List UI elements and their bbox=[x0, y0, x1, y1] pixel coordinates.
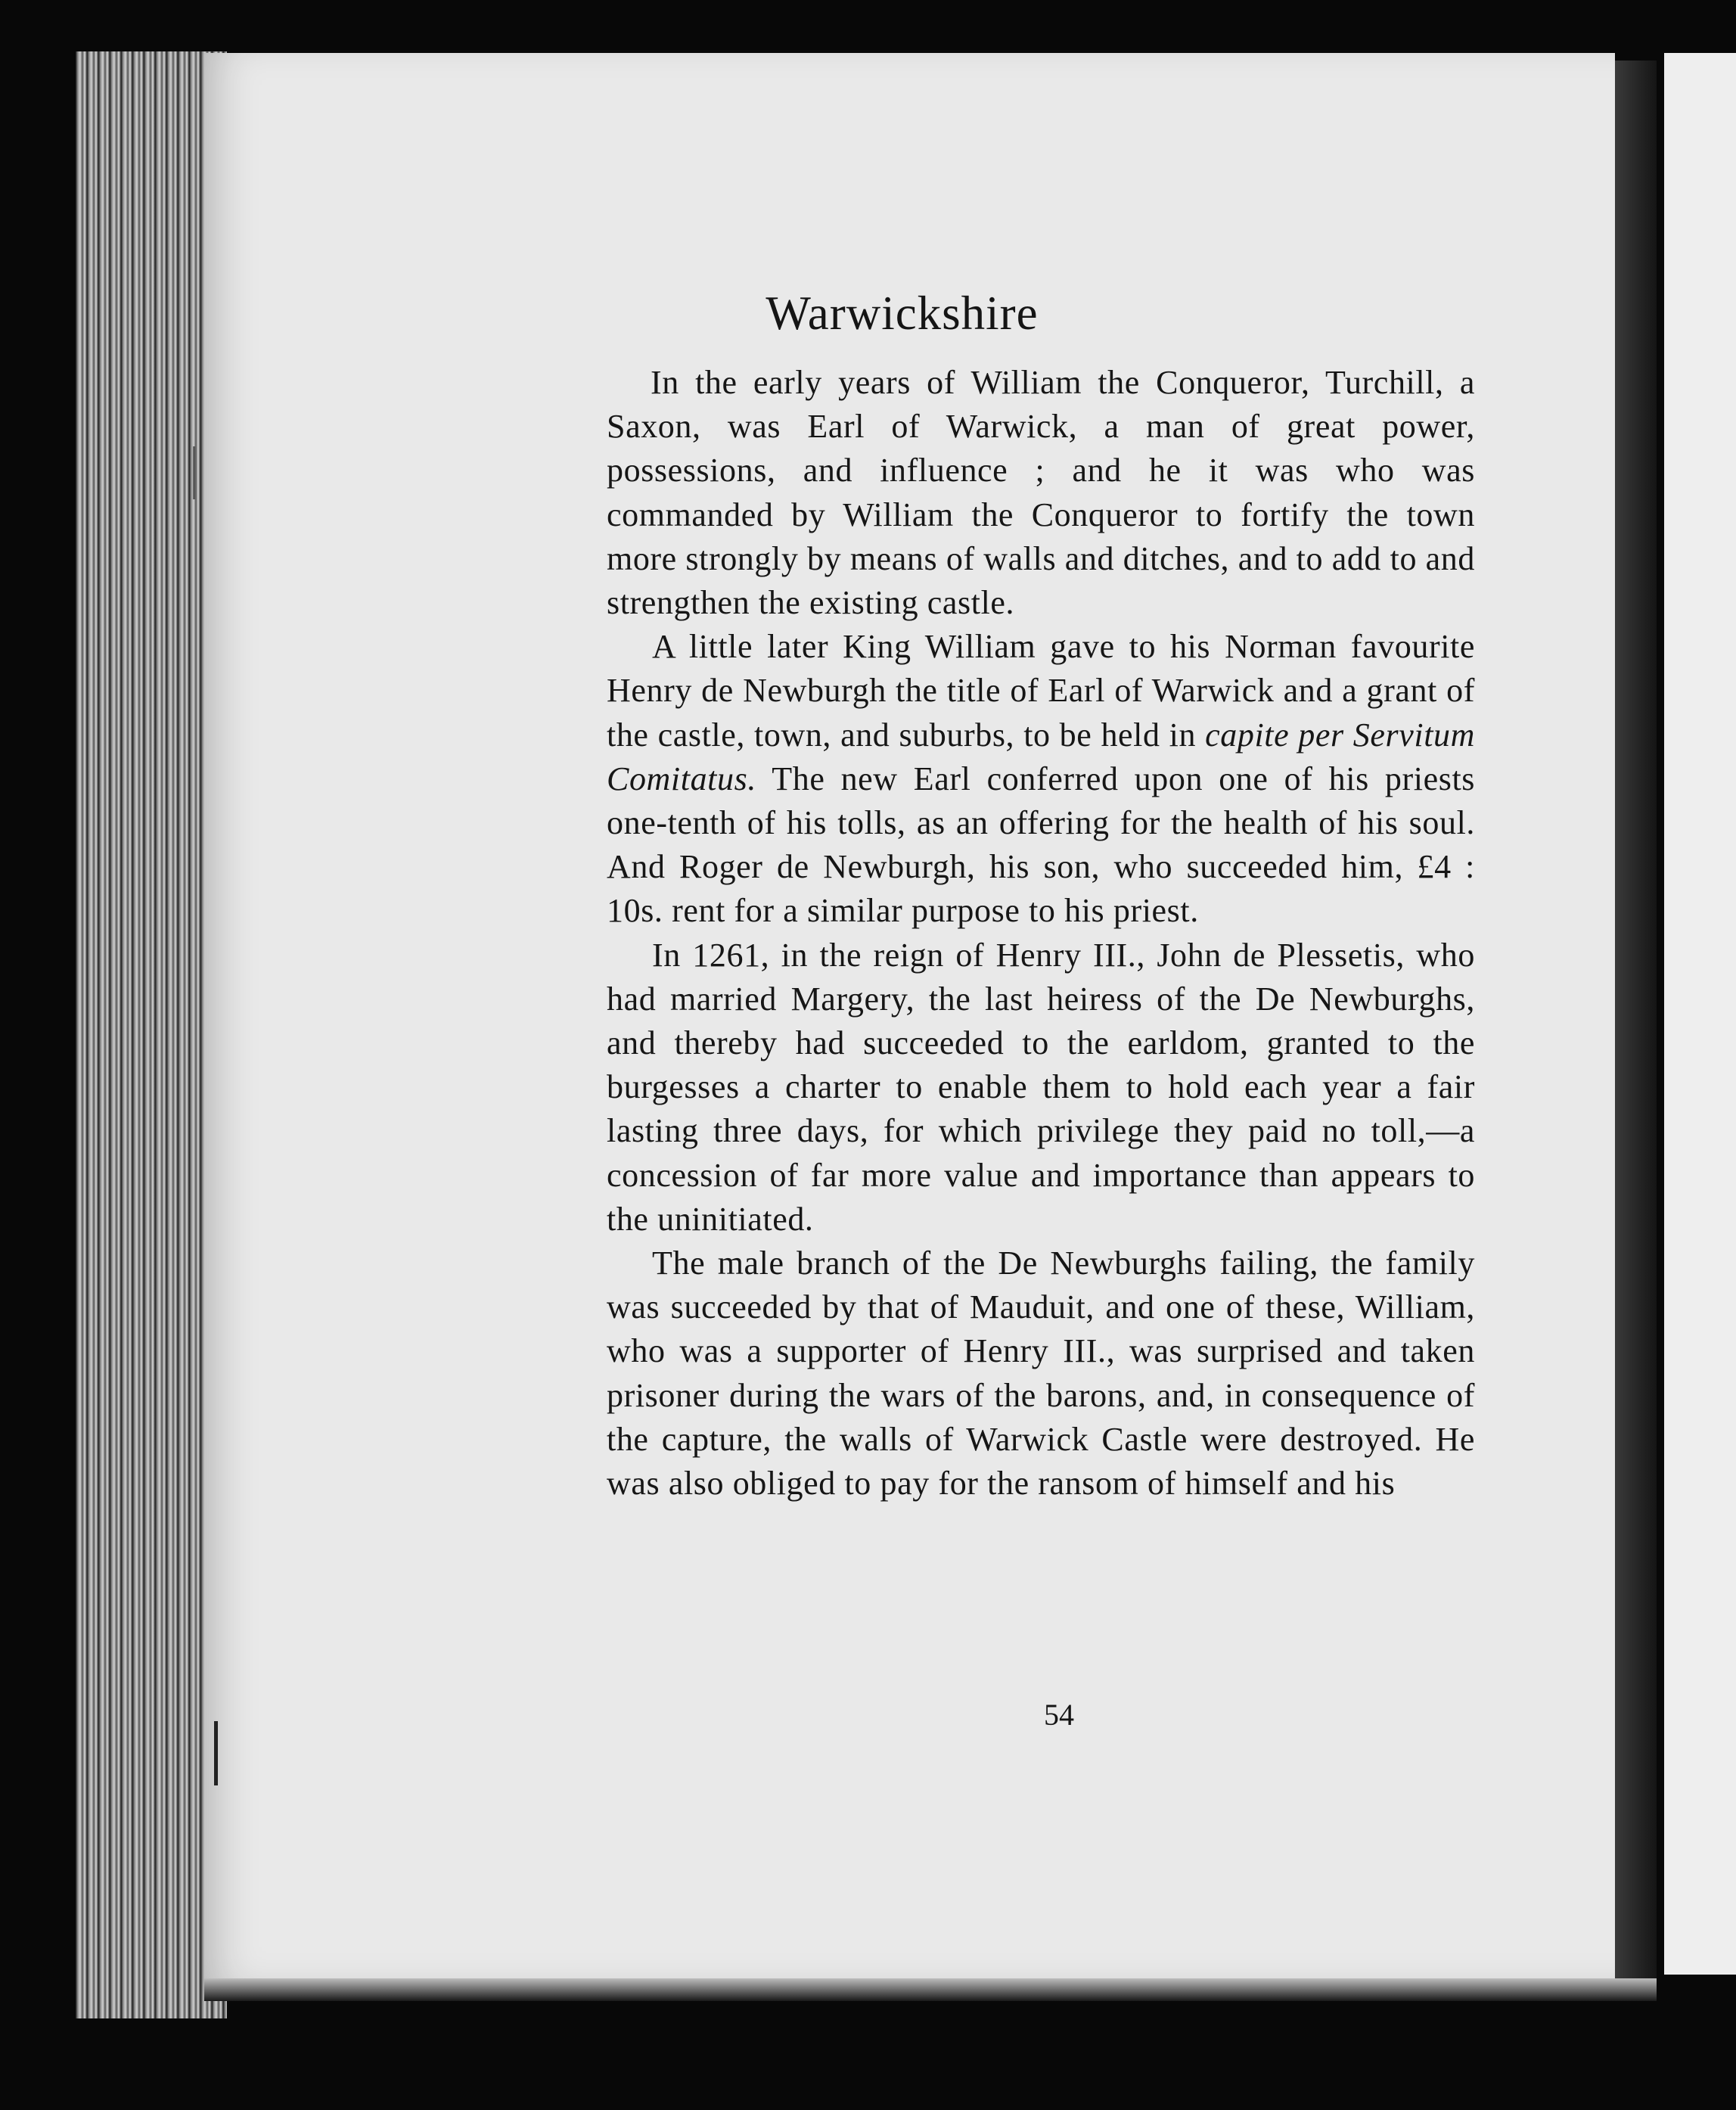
paragraph-1 bbox=[607, 361, 1475, 625]
paragraph-2-text-a: A little later King William gave to his Norman favourite Henry de Newburgh the title of Earl of Warwick and a grant of the castle, town, and suburbs, to be held in bbox=[607, 628, 1475, 754]
paragraph-3-text: In 1261, in the reign of Henry III., John de Plessetis, who had married Margery, the last heiress of the De Newburghs, and thereby had succeeded to the earldom, granted to the burgesses a charter to enable them to hold each year a fair lasting three days, for which privilege they paid no toll,—a concession of far more value and importance than appears to the uninitiated. bbox=[607, 936, 1475, 1238]
paragraph-4-text: The male branch of the De Newburghs failing, the family was succeeded by that of Mauduit, and one of these, William, who was a supporter of Henry III., was surprised and taken prisoner during the wars of the barons, and, in consequence of the capture, the walls of Warwick Castle were destroyed. He was also obliged to pay for the ransom of himself and his bbox=[607, 1245, 1475, 1502]
binding-mark-small bbox=[193, 446, 195, 499]
page-number: 54 bbox=[1044, 1698, 1074, 1732]
opposite-page-sliver bbox=[1664, 53, 1736, 1975]
paragraph-4 bbox=[607, 1241, 1475, 1506]
paragraph-3 bbox=[607, 934, 1475, 1241]
paragraph-1-text: In the early years of William the Conqueror, Turchill, a Saxon, was Earl of Warwick, a man of great power, possessions, and influence ; and he it was who was commanded by William the Conqueror to fortify the town more strongly by means of walls and ditches, and to add to and strengthen the existing castle. bbox=[607, 364, 1475, 622]
book-gutter-shadow bbox=[1615, 61, 1657, 1982]
latin-phrase: capite per Servitum Comitatus. bbox=[607, 716, 1476, 797]
binding-mark bbox=[214, 1721, 218, 1785]
page-bottom-shadow bbox=[204, 1978, 1657, 2001]
page-title: Warwickshire bbox=[766, 287, 1039, 340]
paragraph-2-text-b: The new Earl conferred upon one of his priests one-tenth of his tolls, as an offering for the health of his soul. And Roger de Newburgh, his son, who succeeded him, £4 : 10s. rent for a similar purpose to his priest. bbox=[607, 760, 1475, 930]
paragraph-2 bbox=[607, 625, 1475, 933]
body-text bbox=[607, 361, 1475, 1506]
